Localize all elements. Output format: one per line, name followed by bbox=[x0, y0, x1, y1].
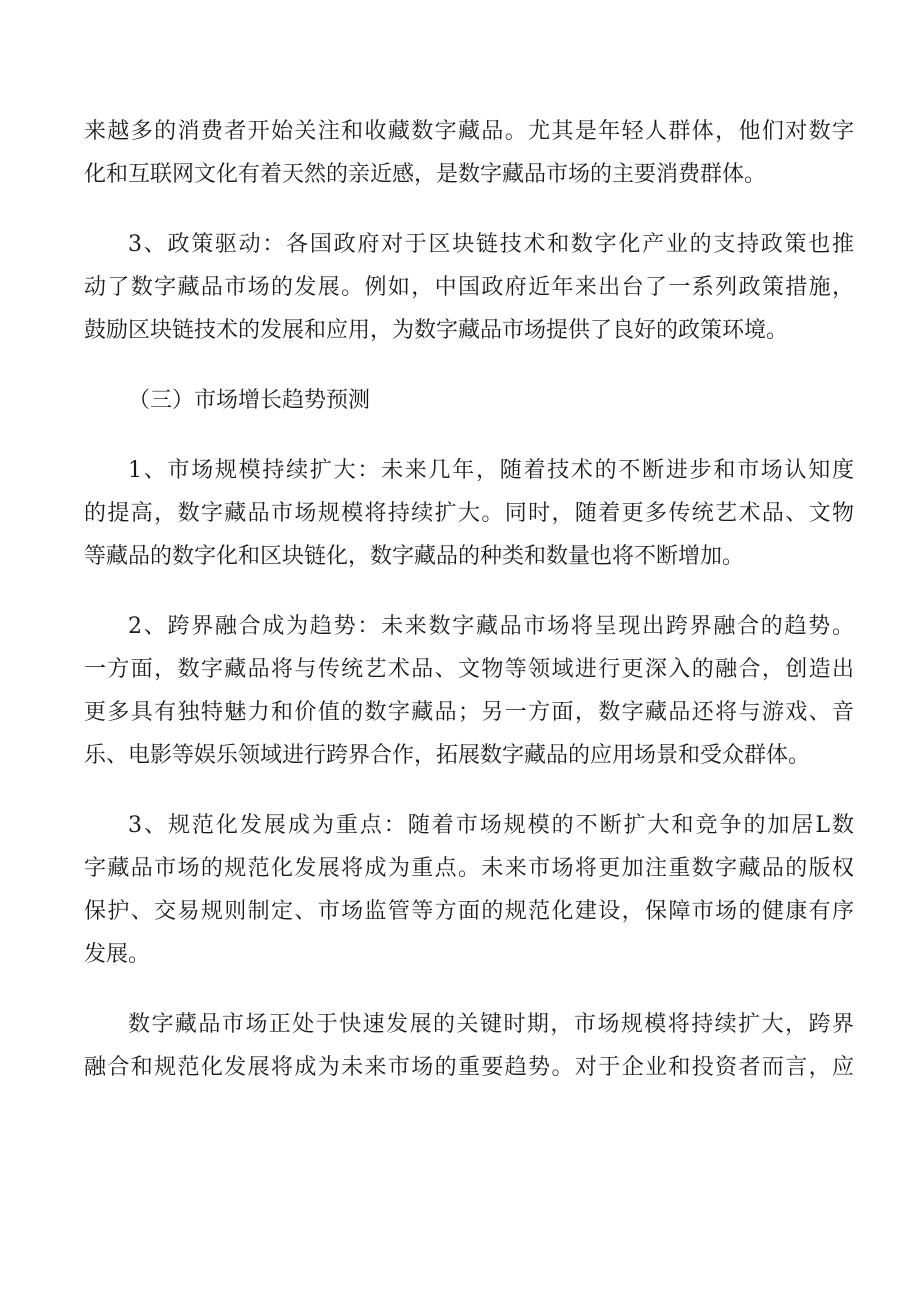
section-heading bbox=[84, 379, 854, 422]
text-line: 等藏品的数字化和区块链化，数字藏品的种类和数量也将不断增加。 bbox=[84, 544, 745, 569]
text-line: 2、跨界融合成为趋势：未来数字藏品市场将呈现出跨界融合的趋势。 bbox=[128, 614, 854, 639]
text-line: 乐、电影等娱乐领域进行跨界合作，拓展数字藏品的应用场景和受众群体。 bbox=[84, 743, 811, 768]
text-line: 发展。 bbox=[84, 942, 151, 967]
text-line: 保护、交易规则制定、市场监管等方面的规范化建设，保障市场的健康有序 bbox=[84, 899, 854, 924]
paragraph-standardized-development bbox=[84, 804, 854, 976]
text-line: 1、市场规模持续扩大：未来几年，随着技术的不断进步和市场认知度 bbox=[128, 458, 854, 483]
text-line: 数字藏品市场正处于快速发展的关键时期，市场规模将持续扩大，跨界 bbox=[128, 1012, 854, 1037]
text-line: 动了数字藏品市场的发展。例如，中国政府近年来出台了一系列政策措施， bbox=[84, 275, 854, 300]
paragraph-market-expansion bbox=[84, 449, 854, 578]
text-line: 化和互联网文化有着天然的亲近感，是数字藏品市场的主要消费群体。 bbox=[84, 162, 767, 187]
text-line: 3、规范化发展成为重点：随着市场规模的不断扩大和竞争的加居L数 bbox=[128, 813, 854, 838]
document-body bbox=[84, 110, 854, 1089]
text-line: 字藏品市场的规范化发展将成为重点。未来市场将更加注重数字藏品的版权 bbox=[84, 856, 854, 881]
paragraph-cross-border-integration bbox=[84, 605, 854, 777]
text-line: 鼓励区块链技术的发展和应用，为数字藏品市场提供了良好的政策环境。 bbox=[84, 318, 789, 343]
paragraph-conclusion bbox=[84, 1003, 854, 1089]
paragraph-policy-driven bbox=[84, 223, 854, 352]
text-line: 融合和规范化发展将成为未来市场的重要趋势。对于企业和投资者而言，应 bbox=[84, 1055, 854, 1080]
text-line: 来越多的消费者开始关注和收藏数字藏品。尤其是年轻人群体，他们对数字 bbox=[84, 119, 854, 144]
text-line: 的提高，数字藏品市场规模将持续扩大。同时，随着更多传统艺术品、文物 bbox=[84, 501, 854, 526]
text-line: 一方面，数字藏品将与传统艺术品、文物等领域进行更深入的融合，创造出 bbox=[84, 657, 854, 682]
paragraph-consumer-groups bbox=[84, 110, 854, 196]
text-line: 更多具有独特魅力和价值的数字藏品；另一方面，数字藏品还将与游戏、音 bbox=[84, 700, 854, 725]
text-line: 3、政策驱动：各国政府对于区块链技术和数字化产业的支持政策也推 bbox=[128, 232, 854, 257]
heading-text: （三）市场增长趋势预测 bbox=[128, 388, 371, 413]
